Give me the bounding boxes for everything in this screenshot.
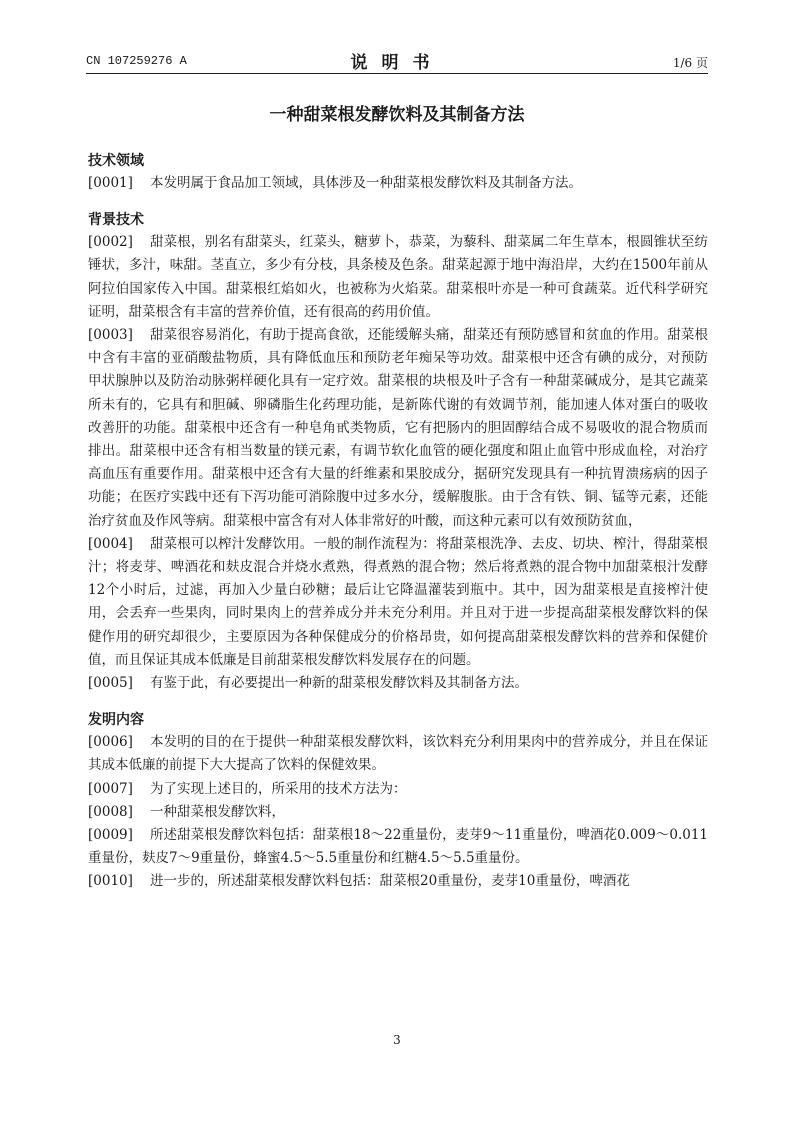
paragraph-text: 本发明的目的在于提供一种甜菜根发酵饮料，该饮料充分利用果肉中的营养成分，并且在保证其成本低廉的前提下大大提高了饮料的保健效果。 (88, 734, 708, 774)
paragraph-text: 本发明属于食品加工领域，具体涉及一种甜菜根发酵饮料及其制备方法。 (150, 175, 582, 191)
document-body (88, 150, 708, 894)
paragraph-number: [0001] (88, 175, 133, 191)
header-divider (86, 73, 708, 74)
document-type: 说明书 (350, 53, 444, 73)
paragraph (88, 324, 708, 533)
section-heading: 技术领域 (88, 153, 144, 169)
paragraph (88, 172, 708, 195)
paragraph-number: [0010] (88, 873, 133, 890)
paragraph-number: [0007] (88, 780, 133, 797)
section-heading: 发明内容 (88, 712, 144, 729)
paragraph (88, 801, 708, 824)
paragraph-text: 为了实现上述目的，所采用的技术方法为： (150, 780, 407, 797)
paragraph-text: 甜菜很容易消化，有助于提高食欲，还能缓解头痛，甜菜还有预防感冒和贫血的作用。甜菜根中含有丰富的亚硝酸盐物质，具有降低血压和预防老年痴呆等功效。甜菜根中还含有碘的成分，对预防甲状腺肿以及防治动脉粥样硬化具有一定疗效。甜菜根的块根及叶子含有一种甜菜碱成分，是其它蔬菜所未有的，它具有和胆碱、卵磷脂生化药理功能，是新陈代谢的有效调节剂，能加速人体对蛋白的吸收改善肝的功能。甜菜根中还含有一种皂角甙类物质，它有把肠内的胆固醇结合成不易吸收的混合物质而排出。甜菜根中还含有相当数量的镁元素，有调节软化血管的硬化强度和阻止血管中形成血栓，对治疗高血压有重要作用。甜菜根中还含有大量的纤维素和果胶成分，据研究发现具有一种抗胃溃疡病的因子功能；在医疗实践中还有下泻功能可消除腹中过多水分，缓解腹胀。由于含有铁、铜、锰等元素，还能治疗贫血及作风等病。甜菜根中富含有对人体非常好的叶酸，而这种元素可以有效预防贫血， (88, 327, 708, 529)
paragraph-number: [0004] (88, 535, 133, 552)
page-indicator: 1/6 页 (672, 56, 708, 70)
page-header (86, 48, 708, 74)
paragraph-text: 所述甜菜根发酵饮料包括：甜菜根18～22重量份，麦芽9～11重量份，啤酒花0.009～0.011重量份，麸皮7～9重量份，蜂蜜4.5～5.5重量份和红糖4.5～5.5重量份。 (88, 827, 708, 867)
paragraph (88, 824, 708, 870)
paragraph-text: 一种甜菜根发酵饮料， (150, 803, 285, 820)
paragraph (88, 231, 708, 324)
page-number: 3 (393, 1033, 401, 1047)
paragraph-number: [0009] (88, 827, 133, 844)
document-title: 一种甜菜根发酵饮料及其制备方法 (269, 105, 525, 125)
paragraph-text: 甜菜根可以榨汁发酵饮用。一般的制作流程为：将甜菜根洗净、去皮、切块、榨汁，得甜菜根汁；将麦芽、啤酒花和麸皮混合并烧水煮熟，得煮熟的混合物；然后将煮熟的混合物中加甜菜根汁发酵12个小时后，过滤，再加入少量白砂糖；最后让它降温灌装到瓶中。其中，因为甜菜根是直接榨汁使用，会丢弃一些果肉，同时果肉上的营养成分并未充分利用。并且对于进一步提高甜菜根发酵饮料的保健作用的研究却很少，主要原因为各种保健成分的价格昂贵，如何提高甜菜根发酵饮料的营养和保健价值，而且保证其成本低廉是目前甜菜根发酵饮料发展存在的问题。 (88, 535, 708, 668)
paragraph (88, 870, 708, 893)
paragraph-number: [0008] (88, 803, 133, 820)
patent-number: CN 107259276 A (86, 54, 187, 68)
paragraph-number: [0002] (88, 234, 133, 251)
paragraph-text: 进一步的，所述甜菜根发酵饮料包括：甜菜根20重量份，麦芽10重量份，啤酒花 (150, 873, 630, 890)
paragraph-text: 甜菜根，别名有甜菜头，红菜头，糖萝卜，恭菜，为藜科、甜菜属二年生草本，根圆锥状至纺锤状，多汁，味甜。茎直立，多少有分枝，具条棱及色条。甜菜起源于地中海沿岸，大约在1500年前从阿拉伯国家传入中国。甜菜根红焰如火，也被称为火焰菜。甜菜根叶亦是一种可食蔬菜。近代科学研究证明，甜菜根含有丰富的营养价值，还有很高的药用价值。 (88, 234, 708, 320)
paragraph-text: 有鉴于此，有必要提出一种新的甜菜根发酵饮料及其制备方法。 (150, 675, 528, 692)
paragraph (88, 672, 708, 695)
section-heading: 背景技术 (88, 212, 144, 229)
paragraph (88, 731, 708, 777)
paragraph-number: [0005] (88, 675, 133, 692)
paragraph (88, 778, 708, 801)
paragraph-number: [0003] (88, 327, 133, 344)
paragraph-number: [0006] (88, 734, 133, 751)
paragraph (88, 533, 708, 672)
